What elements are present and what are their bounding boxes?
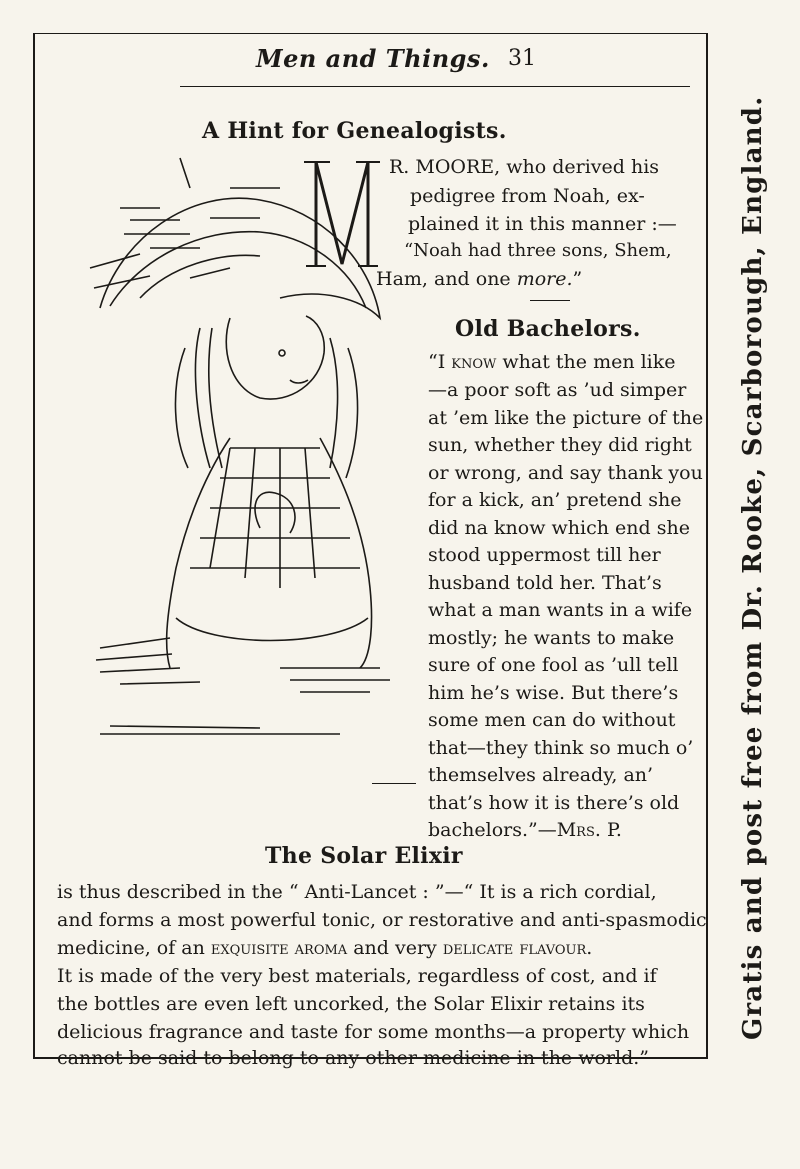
header-rule (180, 86, 690, 87)
genealogists-line-3: plained it in this manner :— (408, 213, 677, 235)
bachelors-line-18 (428, 821, 622, 840)
elixir-line-5: the bottles are even left uncorked, the Solar Elixir retains its (57, 993, 645, 1015)
elixir-line-6: delicious fragrance and taste for some months—a property which (57, 1021, 690, 1043)
genealogists-line-1: R. MOORE, who derived his (389, 156, 660, 178)
bachelors-line-10: what a man wants in a wife (428, 599, 693, 621)
heading-genealogists: A Hint for Genealogists. (202, 118, 507, 144)
elixir-line-7: cannot be said to belong to any other medicine in the world.” (57, 1047, 649, 1069)
elixir-exquisite-aroma: exquisite aroma (210, 937, 348, 959)
engraving-illustration (80, 148, 400, 748)
genealogists-line-2: pedigree from Noah, ex- (410, 185, 645, 207)
bachelors-line-17: that’s how it is there’s old (428, 792, 680, 814)
genealogists-line-5 (376, 270, 582, 289)
bachelors-open: “I (428, 351, 452, 373)
heading-elixir: The Solar Elixir (265, 843, 463, 869)
bachelors-line-18a: bachelors.”— (428, 819, 557, 841)
bachelors-mrs: Mrs. (556, 819, 601, 841)
side-advert: Gratis and post free from Dr. Rooke, Scarborough, England. (738, 95, 768, 1040)
bachelors-know: know (451, 351, 497, 373)
elixir-line-3a: medicine, of an (57, 937, 211, 959)
bachelors-line-4: sun, whether they did right (428, 434, 692, 456)
elixir-delicate-flavour: delicate flavour. (442, 937, 593, 959)
bachelors-line-1-rest: what the men like (496, 351, 676, 373)
elixir-line-2: and forms a most powerful tonic, or restorative and anti-spasmodic (57, 909, 707, 931)
elixir-line-3b: and very (347, 937, 443, 959)
heading-bachelors: Old Bachelors. (455, 316, 641, 342)
bachelors-line-12: sure of one fool as ’ull tell (428, 654, 679, 676)
bachelors-line-11: mostly; he wants to make (428, 627, 675, 649)
genealogists-close-quote: ” (572, 268, 583, 290)
elixir-line-1: is thus described in the “ Anti-Lancet : ”—“ It is a rich cordial, (57, 881, 657, 903)
section-rule-1 (530, 300, 570, 301)
genealogists-line-4: “Noah had three sons, Shem, (404, 240, 672, 261)
bachelors-line-1 (428, 353, 676, 372)
page-number: 31 (508, 46, 536, 71)
bachelors-line-14: some men can do without (428, 709, 676, 731)
elixir-line-4: It is made of the very best materials, regardless of cost, and if (57, 965, 657, 987)
bachelors-line-2: —a poor soft as ’ud simper (428, 379, 687, 401)
section-rule-2 (372, 783, 416, 784)
bachelors-line-7: did na know which end she (428, 517, 690, 539)
running-head (240, 44, 660, 84)
bachelors-line-6: for a kick, an’ pretend she (428, 489, 682, 511)
bachelors-line-8: stood uppermost till her (428, 544, 661, 566)
bachelors-line-15: that—they think so much o’ (428, 737, 694, 759)
bachelors-line-16: themselves already, an’ (428, 764, 654, 786)
genealogists-more: more. (516, 268, 573, 290)
running-title: Men and Things. (256, 44, 490, 73)
bachelors-line-9: husband told her. That’s (428, 572, 662, 594)
bachelors-line-3: at ’em like the picture of the (428, 407, 704, 429)
bachelors-p: P. (600, 819, 622, 841)
bachelors-line-13: him he’s wise. But there’s (428, 682, 679, 704)
bachelors-line-5: or wrong, and say thank you (428, 462, 703, 484)
genealogists-line-5a: Ham, and one (376, 268, 517, 290)
elixir-line-3 (57, 939, 592, 958)
